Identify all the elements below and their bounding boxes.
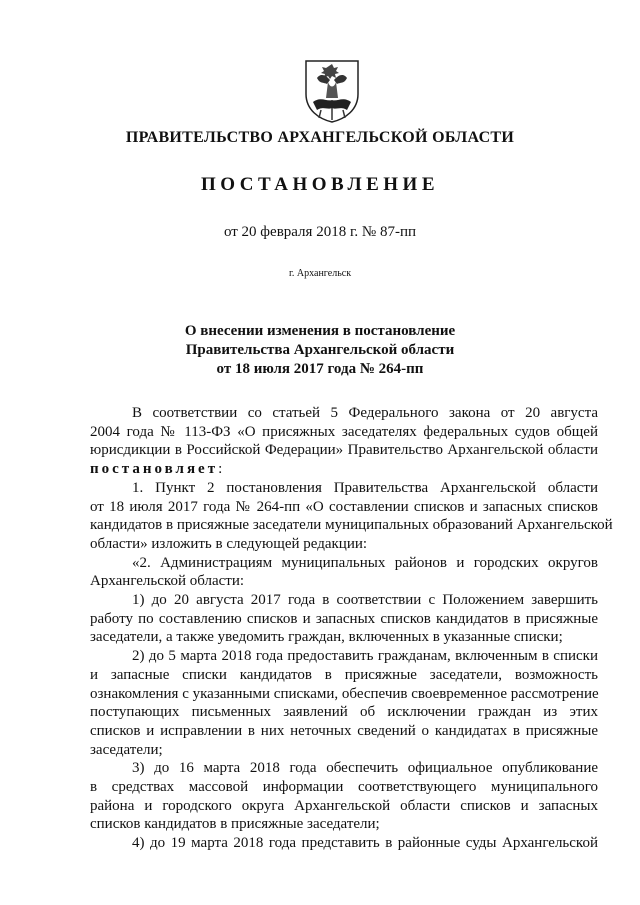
body-line: 3) до 16 марта 2018 года обеспечить официальное опубликование [132,760,598,777]
document-date: от 20 февраля 2018 г. № 87-пп [223,224,417,240]
body-line: кандидатов в присяжные заседатели муниципальных образований Архангельской [90,517,613,534]
body-line: от 18 июля 2017 года № 264-пп «О составлении списков и запасных списков [90,498,598,515]
body-line: поступающих письменных заявлений об исключении граждан из этих [90,704,598,721]
body-line: 1. Пункт 2 постановления Правительства Архангельской области [132,479,598,496]
body-line: ознакомления с указанными списками, обеспечив своевременное рассмотрение [90,685,599,702]
organization-name: ПРАВИТЕЛЬСТВО АРХАНГЕЛЬСКОЙ ОБЛАСТИ [125,129,515,146]
decree-word: постановляет [90,461,219,478]
decree-line [90,460,598,479]
decree-colon: : [218,461,223,478]
body-line: Архангельской области: [90,573,245,590]
document-body [90,404,613,853]
subject-line: от 18 июля 2017 года № 264-пп [216,361,424,377]
body-line: списков кандидатов в присяжные заседатели; [90,816,380,833]
city-name: г. Архангельск [288,268,352,279]
body-line: в средствах массовой информации соответствующего муниципального [90,779,598,796]
body-line: заседатели; [90,741,163,758]
body-line: области» изложить в следующей редакции: [90,535,368,552]
subject-line: О внесении изменения в постановление [184,323,456,339]
body-line: работу по составлению списков и запасных списков кандидатов в присяжные [90,610,598,627]
body-line: и запасные списки кандидатов в присяжные заседатели, возможность [90,666,598,683]
body-line: 2) до 5 марта 2018 года предоставить гражданам, включенным в списки [132,648,598,665]
body-line: заседатели, а также уведомить граждан, включенных в указанные списки; [90,629,563,646]
document-type: ПОСТАНОВЛЕНИЕ [200,174,440,195]
body-line: юрисдикции в Российской Федерации» Правительство Архангельской области [90,442,598,459]
body-line: В соответствии со статьей 5 Федерального закона от 20 августа [132,405,598,421]
body-line: района и городского округа Архангельской области списков и запасных [90,797,598,814]
body-line: 2004 года № 113-ФЗ «О присяжных заседателях федеральных судов общей [90,423,598,440]
coat-of-arms-icon [303,58,361,124]
body-line: 4) до 19 марта 2018 года представить в районные суды Архангельской [132,835,598,852]
subject-line: Правительства Архангельской области [185,342,455,358]
body-line: списков и исправлении в них неточных сведений о кандидатах в присяжные [90,722,598,739]
body-line: 1) до 20 августа 2017 года в соответствии с Положением завершить [132,592,598,609]
body-line: «2. Администрациям муниципальных районов и городских округов [132,554,598,571]
document-subject [0,322,640,379]
